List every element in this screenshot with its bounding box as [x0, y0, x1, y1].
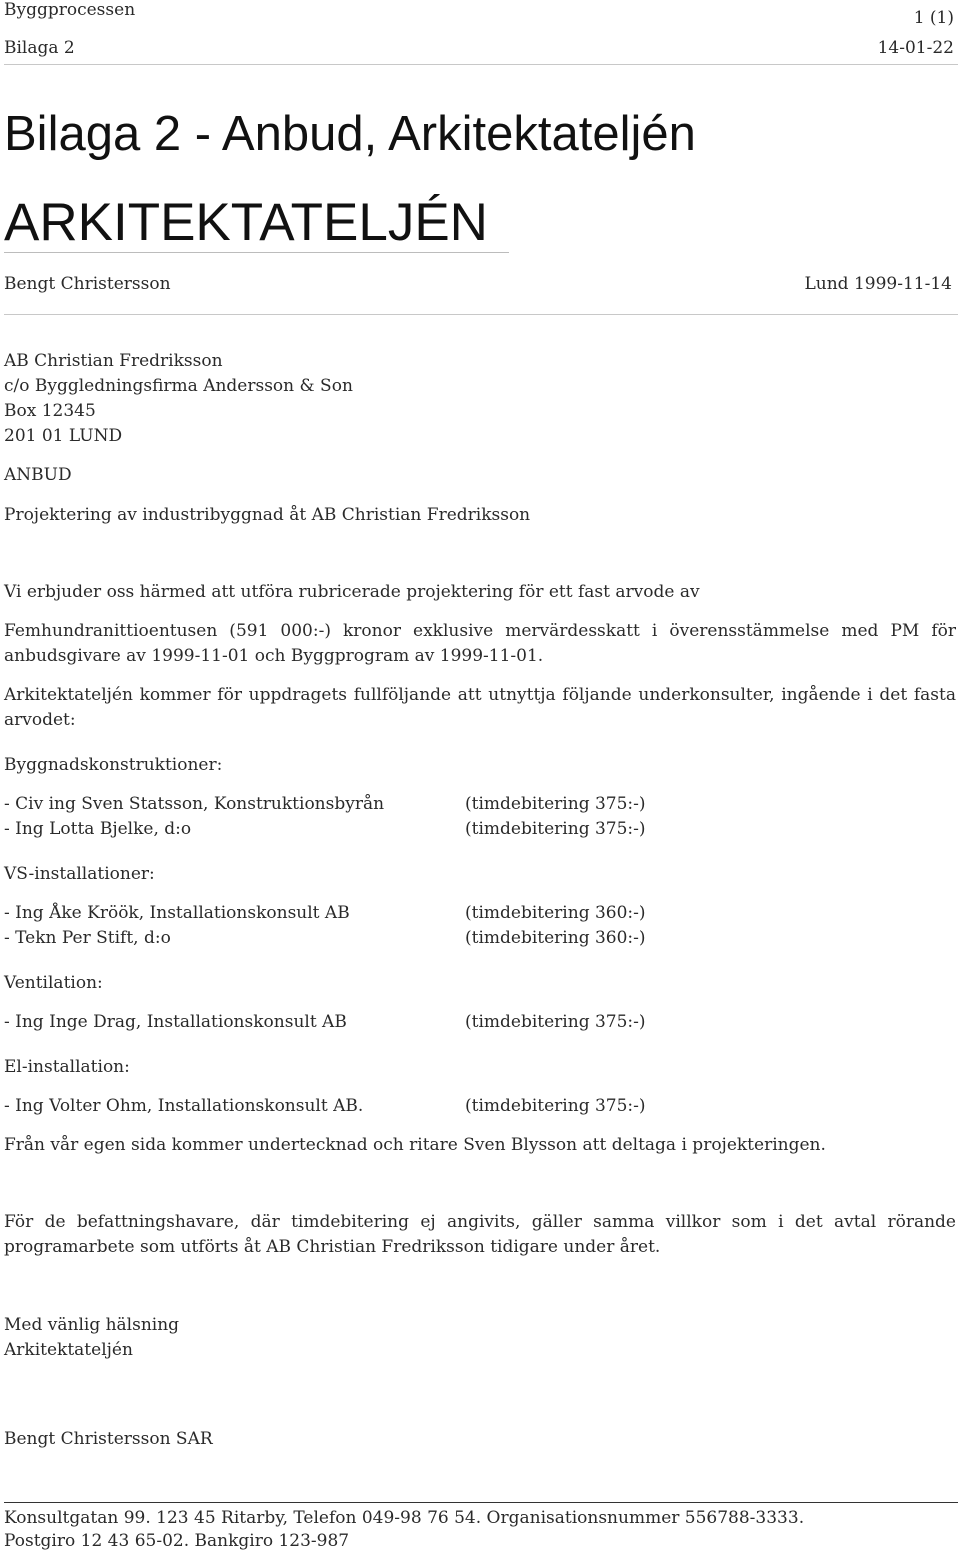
consultant-name: - Civ ing Sven Statsson, Konstruktionsbyrån — [4, 794, 385, 814]
consultant-name: - Ing Åke Kröök, Installationskonsult AB — [4, 903, 350, 923]
header-rule — [4, 64, 958, 65]
consultant-rate: (timdebitering 375:-) — [465, 819, 646, 839]
price-paragraph-line: anbudsgivare av 1999-11-01 och Byggprogram av 1999-11-01. — [4, 646, 544, 666]
consultants-paragraph-line: arvodet: — [4, 710, 76, 730]
consultant-name: - Ing Inge Drag, Installationskonsult AB — [4, 1012, 347, 1032]
signature-name: Bengt Christersson SAR — [4, 1429, 213, 1449]
footer-giro: Postgiro 12 43 65-02. Bankgiro 123-987 — [4, 1531, 350, 1551]
subject: ANBUD — [4, 465, 72, 485]
closing-greeting: Med vänlig hälsning — [4, 1315, 180, 1335]
heading-underline — [4, 252, 509, 253]
section-heading: El-installation: — [4, 1057, 130, 1077]
page-title: Bilaga 2 - Anbud, Arkitektateljén — [4, 107, 696, 161]
consultant-name: - Ing Volter Ohm, Installationskonsult AB. — [4, 1096, 364, 1116]
address-line: AB Christian Fredriksson — [4, 351, 223, 371]
consultant-name: - Ing Lotta Bjelke, d:o — [4, 819, 192, 839]
consultant-rate: (timdebitering 375:-) — [465, 1012, 646, 1032]
consultant-rate: (timdebitering 375:-) — [465, 1096, 646, 1116]
address-line: 201 01 LUND — [4, 426, 123, 446]
closing-company: Arkitektateljén — [4, 1340, 133, 1360]
section-heading: VS-installationer: — [4, 864, 155, 884]
consultant-rate: (timdebitering 360:-) — [465, 903, 646, 923]
project-title: Projektering av industribyggnad åt AB Christian Fredriksson — [4, 505, 531, 525]
footer-address: Konsultgatan 99. 123 45 Ritarby, Telefon 049-98 76 54. Organisationsnummer 556788-3333. — [4, 1508, 805, 1528]
consultants-paragraph-line: Arkitektateljén kommer för uppdragets fullföljande att utnyttja följande underkonsulter, ingående i det fasta — [4, 685, 956, 705]
place-date: Lund 1999-11-14 — [804, 274, 952, 294]
section-heading: Ventilation: — [4, 973, 103, 993]
section-heading: Byggnadskonstruktioner: — [4, 755, 223, 775]
offer-paragraph: Vi erbjuder oss härmed att utföra rubricerade projektering för ett fast arvode av — [4, 582, 700, 602]
sender-rule — [4, 314, 958, 315]
footer-rule — [4, 1502, 958, 1503]
terms-paragraph-line: programarbete som utförts åt AB Christian Fredriksson tidigare under året. — [4, 1237, 661, 1257]
consultant-rate: (timdebitering 360:-) — [465, 928, 646, 948]
header-doc-title: Byggprocessen — [4, 0, 136, 20]
header-date: 14-01-22 — [877, 38, 954, 58]
sender-name: Bengt Christersson — [4, 274, 171, 294]
company-heading: ARKITEKTATELJÉN — [4, 193, 488, 252]
address-line: c/o Byggledningsfirma Andersson & Son — [4, 376, 353, 396]
header-appendix: Bilaga 2 — [4, 38, 75, 58]
consultant-rate: (timdebitering 375:-) — [465, 794, 646, 814]
own-staff-paragraph: Från vår egen sida kommer undertecknad och ritare Sven Blysson att deltaga i projekteringen. — [4, 1135, 826, 1155]
consultant-name: - Tekn Per Stift, d:o — [4, 928, 171, 948]
header-page-number: 1 (1) — [913, 8, 954, 28]
price-paragraph-line: Femhundranittioentusen (591 000:-) kronor exklusive mervärdesskatt i överensstämmelse med PM för — [4, 621, 956, 641]
address-line: Box 12345 — [4, 401, 96, 421]
terms-paragraph-line: För de befattningshavare, där timdebitering ej angivits, gäller samma villkor som i det avtal rörande — [4, 1212, 956, 1232]
